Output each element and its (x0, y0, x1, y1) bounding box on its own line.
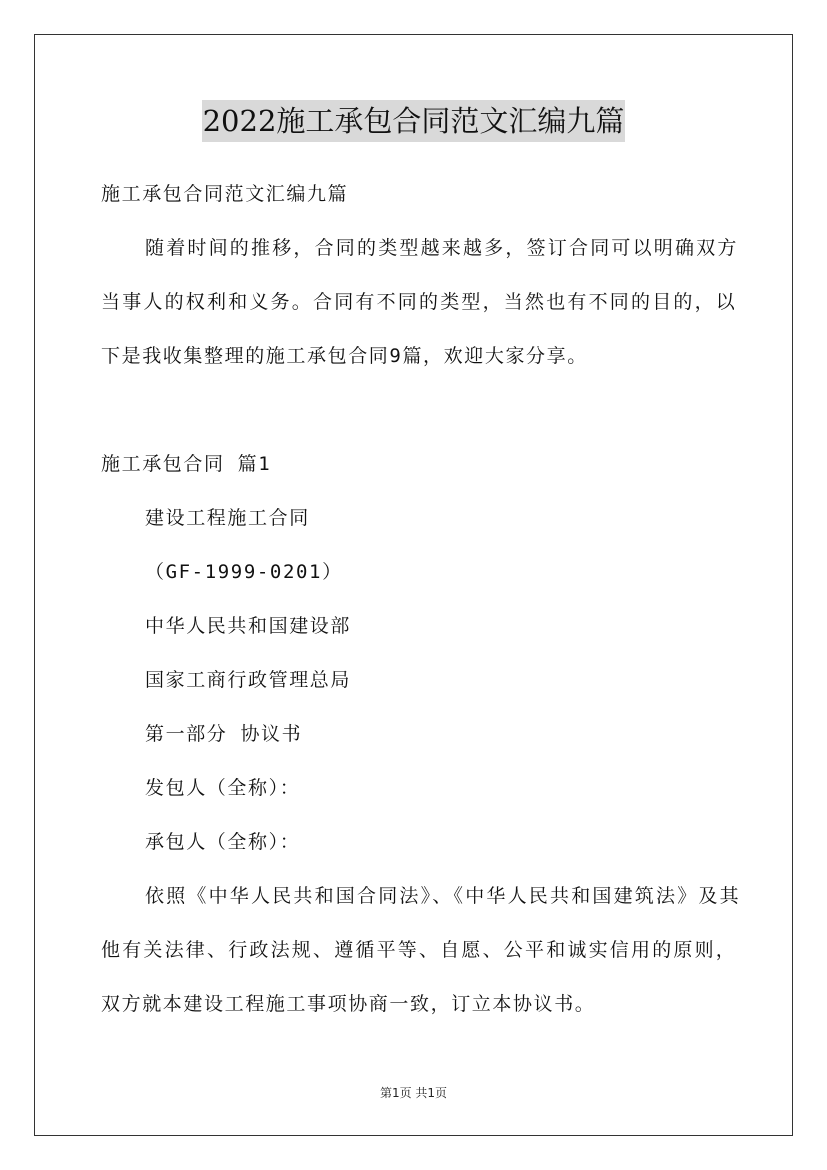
agreement-line-2: 他有关法律、行政法规、遵循平等、自愿、公平和诚实信用的原则， (101, 939, 738, 961)
intro-line-2: 当事人的权利和义务。合同有不同的类型，当然也有不同的目的，以 (101, 291, 738, 313)
document-subtitle: 施工承包合同范文汇编九篇 (101, 183, 349, 205)
issuer-ministry: 中华人民共和国建设部 (145, 615, 352, 637)
intro-line-1: 随着时间的推移，合同的类型越来越多，签订合同可以明确双方 (145, 237, 739, 259)
contract-name: 建设工程施工合同 (145, 507, 310, 529)
agreement-line-3: 双方就本建设工程施工事项协商一致，订立本协议书。 (101, 993, 596, 1015)
employer-field: 发包人（全称）： (145, 777, 301, 799)
agreement-line-1: 依照《中华人民共和国合同法》、《中华人民共和国建筑法》及其 (145, 885, 741, 907)
contract-code: （GF-1999-0201） (145, 561, 343, 583)
part-one-heading: 第一部分 协议书 (145, 723, 303, 745)
intro-line-3: 下是我收集整理的施工承包合同9篇，欢迎大家分享。 (101, 345, 588, 367)
section-heading: 施工承包合同 篇1 (101, 453, 272, 475)
issuer-bureau: 国家工商行政管理总局 (145, 669, 352, 691)
title-container (0, 100, 827, 142)
document-title: 2022施工承包合同范文汇编九篇 (202, 100, 626, 142)
page-number-footer: 第1页 共1页 (379, 1086, 448, 1100)
contractor-field: 承包人（全称）： (145, 831, 301, 853)
